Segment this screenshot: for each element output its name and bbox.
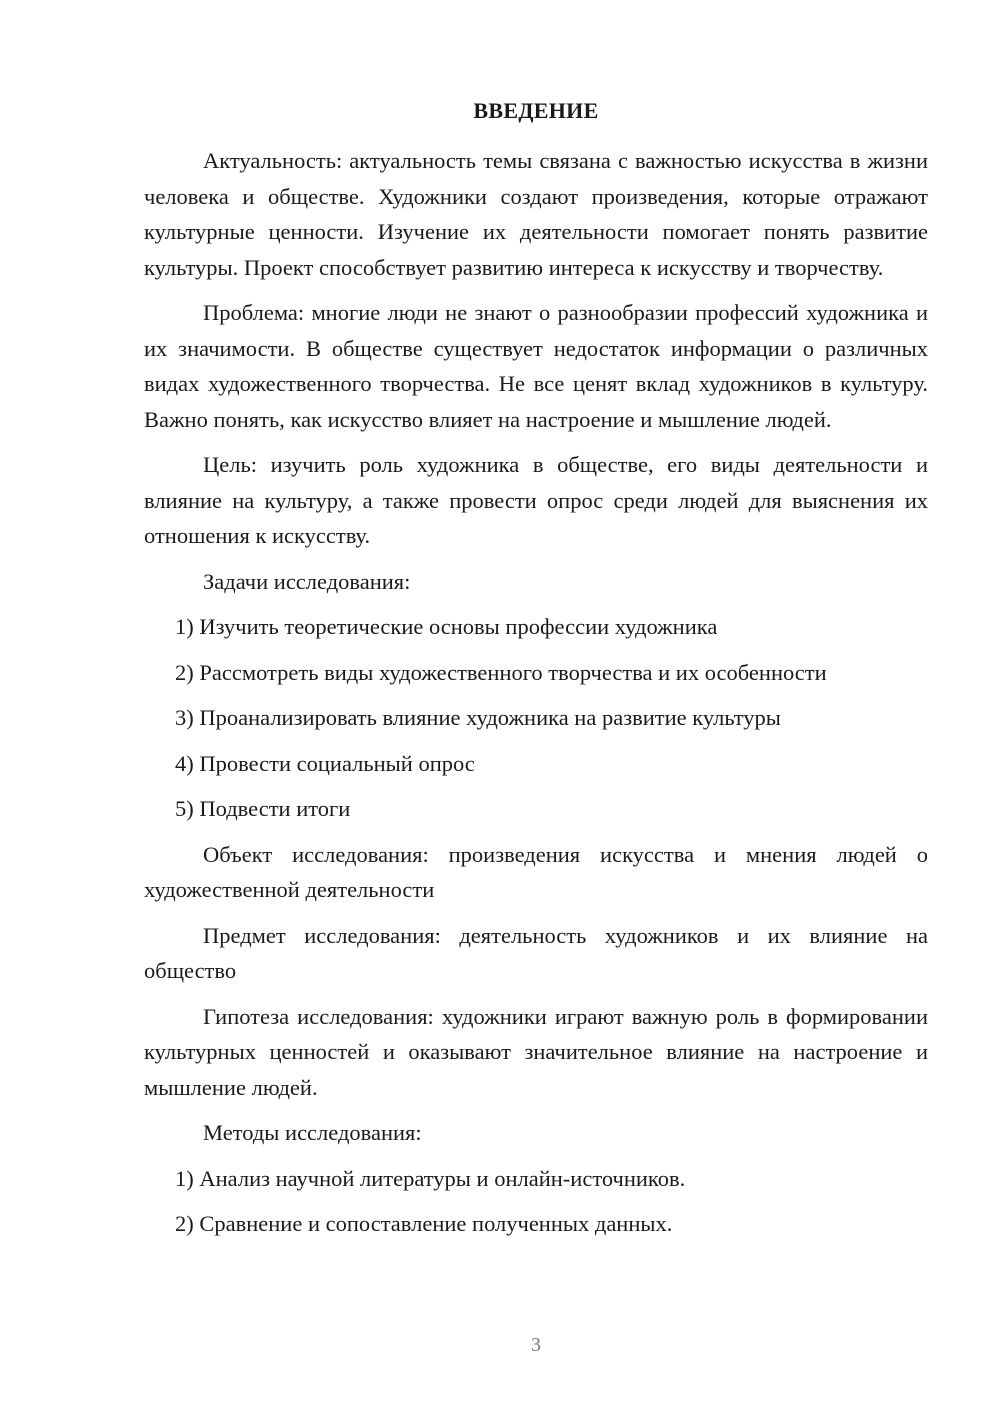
list-item: 1) Анализ научной литературы и онлайн-источников.: [175, 1165, 686, 1191]
page-number: 3: [531, 1334, 541, 1356]
list-item: 2) Сравнение и сопоставление полученных данных.: [175, 1211, 673, 1236]
list-item: 4) Провести социальный опрос: [175, 750, 475, 776]
tasks-heading: Задачи исследования:: [203, 568, 411, 594]
problem-paragraph: Проблема: многие люди не знают о разнообразии профессий художника и их значимости. В обществе существует недостаток информации о различных видах художественного творчества. Не все ценят вклад художников в культуру. Важно понять, как искусство влияет на настроение и мышление людей.: [144, 300, 928, 432]
goal-paragraph: Цель: изучить роль художника в обществе, его виды деятельности и влияние на культуру, а также провести опрос среди людей для выяснения их отношения к искусству.: [144, 452, 928, 548]
subject-paragraph: Предмет исследования: деятельность художников и их влияние на общество: [144, 922, 928, 983]
relevance-paragraph: Актуальность: актуальность темы связана с важностью искусства в жизни человека и обществе. Художники создают произведения, которые отражают культурные ценности. Изучение их деятельности помогает понять развитие культуры. Проект способствует развитию интереса к искусству и творчеству.: [144, 148, 928, 280]
methods-list: [144, 1161, 928, 1242]
list-item: 5) Подвести итоги: [175, 796, 351, 821]
page-title: ВВЕДЕНИЕ: [473, 98, 599, 123]
list-item: 1) Изучить теоретические основы профессии художника: [175, 614, 718, 639]
list-item: 3) Проанализировать влияние художника на развитие культуры: [175, 705, 781, 730]
list-item: 2) Рассмотреть виды художественного творчества и их особенности: [175, 659, 827, 685]
object-paragraph: Объект исследования: произведения искусства и мнения людей о художественной деятельности: [144, 841, 928, 902]
methods-heading: Методы исследования:: [203, 1120, 422, 1145]
document-body: [144, 143, 928, 1242]
hypothesis-paragraph: Гипотеза исследования: художники играют важную роль в формировании культурных ценностей и оказывают значительное влияние на настроение и мышление людей.: [144, 1003, 928, 1100]
tasks-list: [144, 609, 928, 827]
